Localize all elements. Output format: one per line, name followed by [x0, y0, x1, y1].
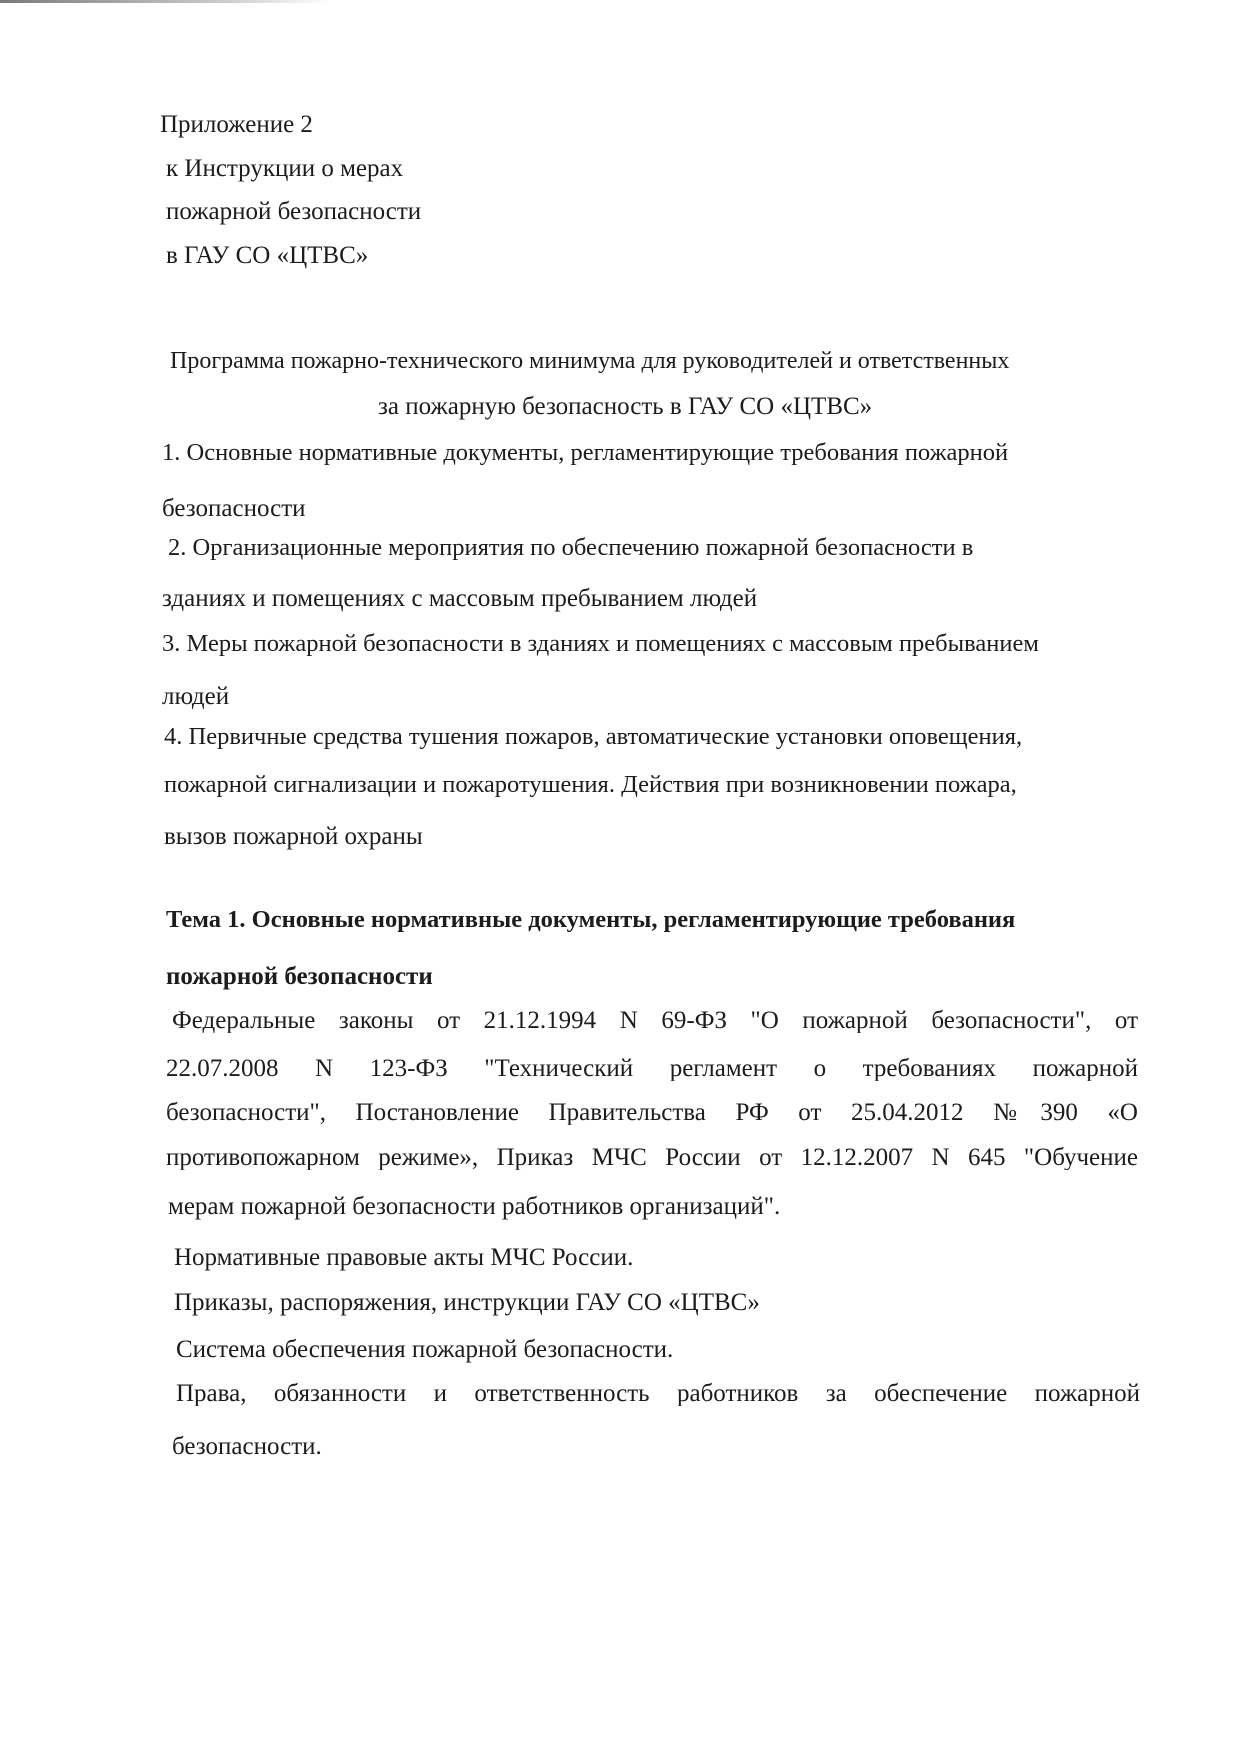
- appendix-line-2: к Инструкции о мерах: [166, 155, 404, 182]
- topic-1-heading-line-1: Тема 1. Основные нормативные документы, регламентирующие требования: [166, 906, 1016, 933]
- appendix-line-3: пожарной безопасности: [166, 198, 422, 225]
- program-item-4-line-2: пожарной сигнализации и пожаротушения. Действия при возникновении пожара,: [164, 771, 1017, 798]
- program-item-1-line-2: безопасности: [162, 495, 306, 522]
- appendix-line-4: в ГАУ СО «ЦТВС»: [166, 242, 369, 269]
- topic-1-para-1-line-1: Федеральные законы от 21.12.1994 N 69-ФЗ "О пожарной безопасности", от: [172, 1008, 1138, 1033]
- program-item-3-line-2: людей: [162, 683, 230, 710]
- topic-1-para-1-line-3: безопасности", Постановление Правительства РФ от 25.04.2012 №390 «О: [166, 1100, 1138, 1125]
- topic-1-para-1-line-2: 22.07.2008 N 123-ФЗ "Технический регламент о требованиях пожарной: [166, 1056, 1138, 1081]
- program-item-2-line-1: 2. Организационные мероприятия по обеспечению пожарной безопасности в: [168, 534, 974, 561]
- topic-1-para-5-line-2: безопасности.: [172, 1433, 322, 1460]
- topic-1-para-1-line-4: противопожарном режиме», Приказ МЧС России от 12.12.2007 N 645 "Обучение: [166, 1145, 1138, 1170]
- program-item-2-line-2: зданиях и помещениях с массовым пребыванием людей: [162, 585, 758, 612]
- program-item-3-line-1: 3. Меры пожарной безопасности в зданиях и помещениях с массовым пребыванием: [162, 630, 1039, 657]
- topic-1-para-2: Нормативные правовые акты МЧС России.: [174, 1244, 634, 1271]
- topic-1-para-5-line-1: Права, обязанности и ответственность работников за обеспечение пожарной: [176, 1381, 1140, 1406]
- topic-1-heading-line-2: пожарной безопасности: [166, 963, 433, 990]
- topic-1-para-4: Система обеспечения пожарной безопасности.: [176, 1336, 674, 1363]
- topic-1-para-1-line-5: мерам пожарной безопасности работников организаций".: [168, 1193, 781, 1220]
- appendix-line-1: Приложение 2: [160, 111, 313, 138]
- program-item-1-line-1: 1. Основные нормативные документы, регламентирующие требования пожарной: [162, 439, 1009, 466]
- topic-1-para-3: Приказы, распоряжения, инструкции ГАУ СО «ЦТВС»: [174, 1289, 760, 1316]
- program-title-line-1: Программа пожарно-технического минимума для руководителей и ответственных: [170, 348, 1010, 374]
- program-item-4-line-3: вызов пожарной охраны: [164, 823, 423, 850]
- scan-edge-mark: [0, 0, 330, 3]
- program-title-line-2: за пожарную безопасность в ГАУ СО «ЦТВС»: [378, 393, 873, 420]
- program-item-4-line-1: 4. Первичные средства тушения пожаров, автоматические установки оповещения,: [164, 723, 1023, 750]
